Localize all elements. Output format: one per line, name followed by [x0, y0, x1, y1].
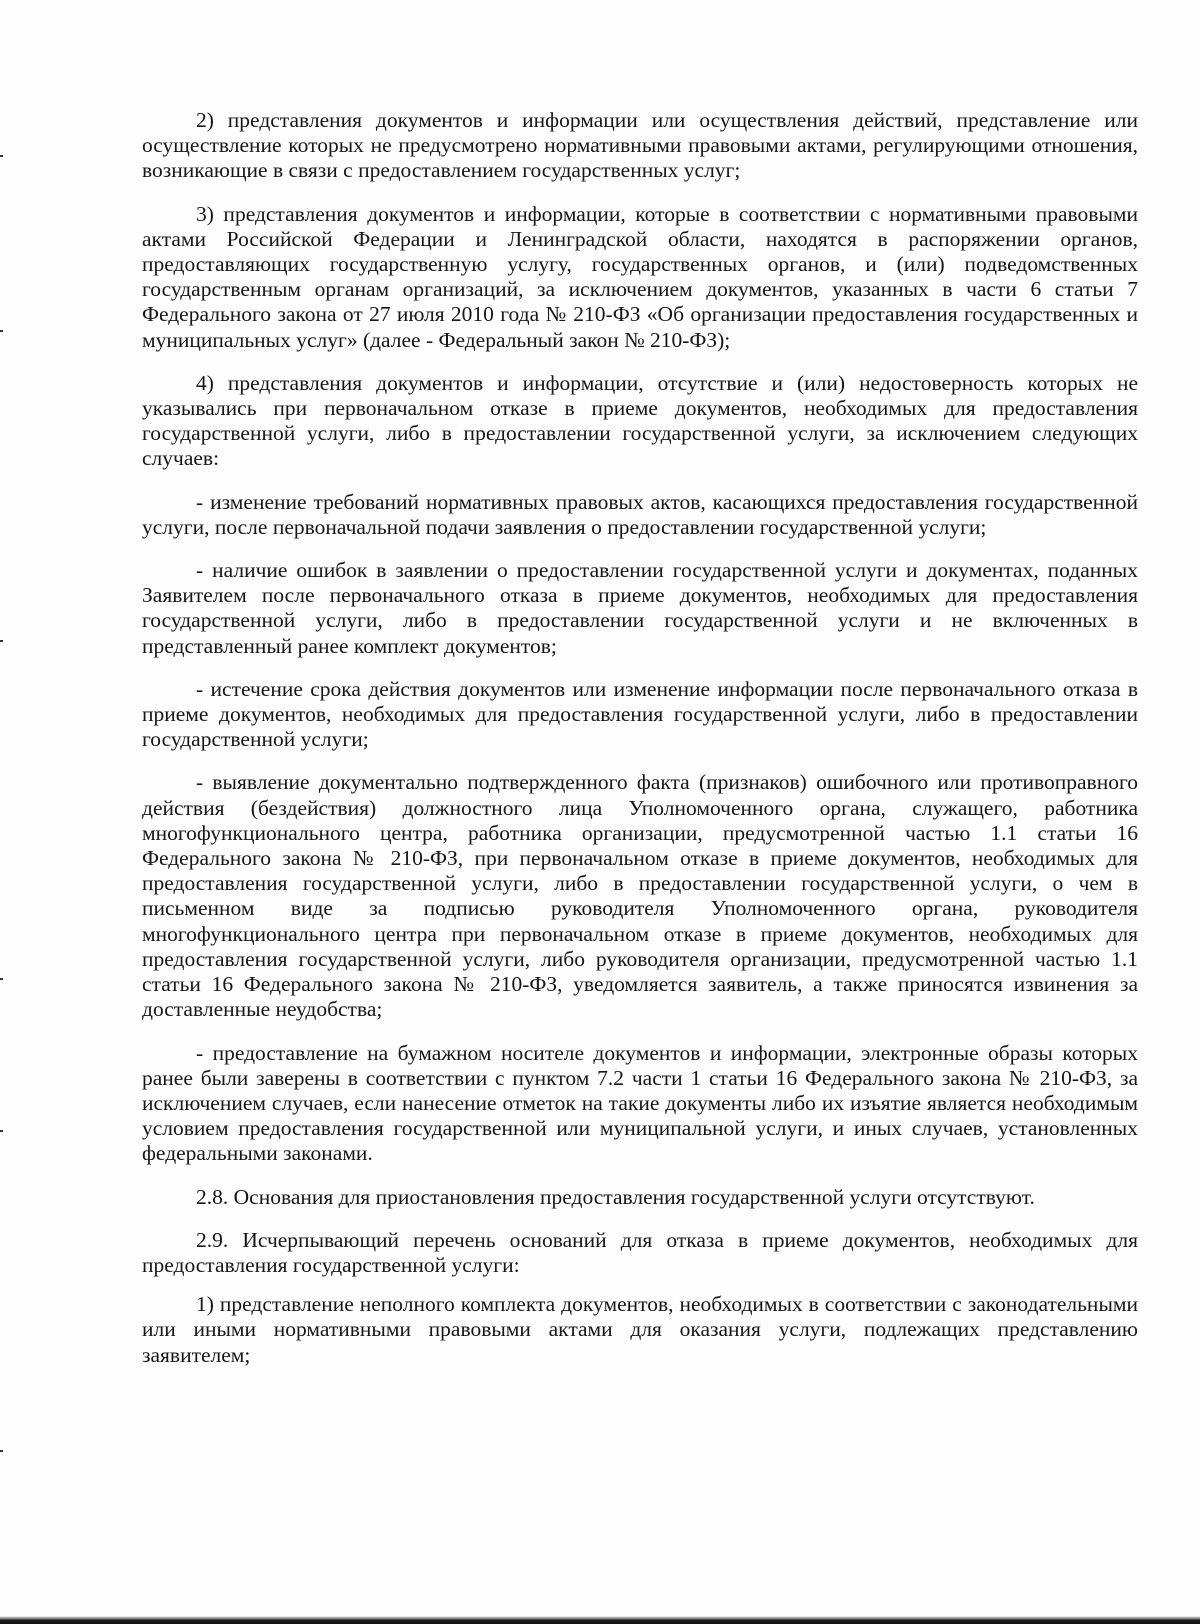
paragraph-section-2-9-item-1: 1) представление неполного комплекта документов, необходимых в соответствии с законодательными или иными нормативными правовыми актами для оказания услуги, подлежащих представлению заявителем; [142, 1292, 1138, 1367]
paragraph-exception-requirements-change: - изменение требований нормативных правовых актов, касающихся предоставления государственной услуги, после первоначальной подачи заявления о предоставлении государственной услуги; [142, 489, 1138, 539]
paragraph-section-2-8: 2.8. Основания для приостановления предоставления государственной услуги отсутствуют. [196, 1184, 1035, 1209]
paragraph-exception-misconduct: - выявление документально подтвержденного факта (признаков) ошибочного или противоправного действия (бездействия) должностного лица Уполномоченного органа, служащего, работника многофункционального центра, работника организации, предусмотренной частью 1.1 статьи 16 Федерального закона № 210-ФЗ, при первоначальном отказе в приеме документов, необходимых для предоставления государственной услуги, либо в предоставлении государственной услуги, о чем в письменном виде за подписью руководителя Уполномоченного органа, руководителя многофункционального центра при первоначальном отказе в приеме документов, необходимых для предоставления государственной услуги, либо руководителя организации, предусмотренной частью 1.1 статьи 16 Федерального закона № 210-ФЗ, уведомляется заявитель, а также приносятся извинения за доставленные неудобства; [142, 770, 1138, 1022]
scan-edge-mark [0, 978, 3, 980]
paragraph-item-4: 4) представления документов и информации, отсутствие и (или) недостоверность которых не указывались при первоначальном отказе в приеме документов, необходимых для предоставления государственной услуги, либо в предоставлении государственной услуги, за исключением следующих случаев: [142, 370, 1138, 471]
scan-bottom-edge [0, 1616, 1200, 1624]
scan-edge-mark [0, 155, 3, 157]
document-body [142, 108, 1138, 1386]
scan-edge-mark [0, 330, 3, 332]
scan-edge-mark [0, 1130, 3, 1132]
paragraph-exception-paper-documents: - предоставление на бумажном носителе документов и информации, электронные образы которых ранее были заверены в соответствии с пунктом 7.2 части 1 статьи 16 Федерального закона № 210-ФЗ, за исключением случаев, если нанесение отметок на такие документы либо их изъятие является необходимым условием предоставления государственной или муниципальной услуги, и иных случаев, установленных федеральными законами. [142, 1040, 1138, 1166]
paragraph-section-2-9: 2.9. Исчерпывающий перечень оснований для отказа в приеме документов, необходимых для предоставления государственной услуги: [142, 1227, 1138, 1277]
paragraph-item-2: 2) представления документов и информации или осуществления действий, представление или осуществление которых не предусмотрено нормативными правовыми актами, регулирующими отношения, возникающие в связи с предоставлением государственных услуг; [142, 108, 1138, 183]
paragraph-item-3: 3) представления документов и информации, которые в соответствии с нормативными правовыми актами Российской Федерации и Ленинградской области, находятся в распоряжении органов, предоставляющих государственную услугу, государственных органов, и (или) подведомственных государственным органам организаций, за исключением документов, указанных в части 6 статьи 7 Федерального закона от 27 июля 2010 года № 210-ФЗ «Об организации предоставления государственных и муниципальных услуг» (далее - Федеральный закон № 210-ФЗ); [142, 201, 1138, 352]
scan-edge-mark [0, 1450, 3, 1452]
scan-edge-mark [0, 640, 3, 642]
paragraph-exception-expiry: - истечение срока действия документов или изменение информации после первоначального отказа в приеме документов, необходимых для предоставления государственной услуги, либо в предоставлении государственной услуги; [142, 676, 1138, 752]
paragraph-exception-errors: - наличие ошибок в заявлении о предоставлении государственной услуги и документах, поданных Заявителем после первоначального отказа в приеме документов, необходимых для предоставления государственной услуги, либо в предоставлении государственной услуги и не включенных в представленный ранее комплект документов; [142, 558, 1138, 658]
